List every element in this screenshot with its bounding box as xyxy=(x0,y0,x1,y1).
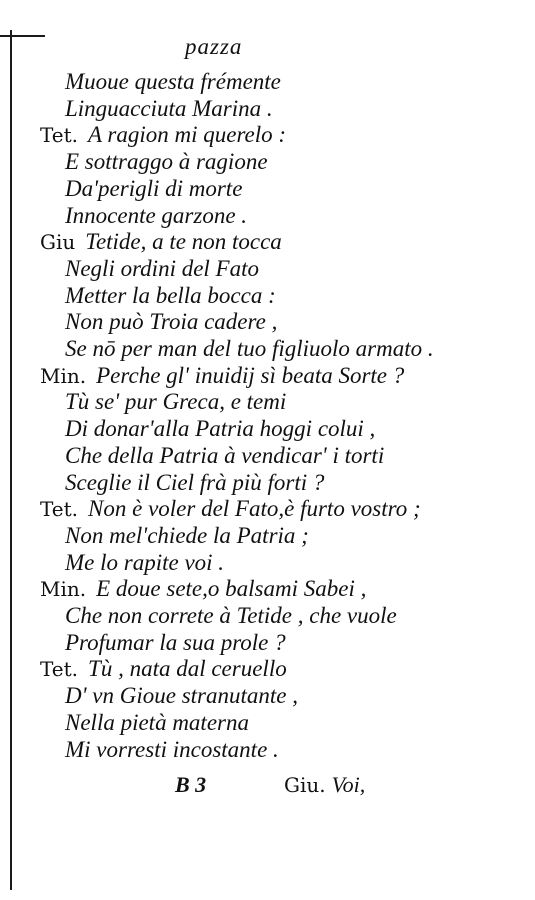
verse-text: Da'perigli di morte xyxy=(65,175,243,201)
verse-text: Non mel'chiede la Patria ; xyxy=(65,522,309,548)
verse-text: Mi vorresti incostante . xyxy=(65,736,279,762)
verse-line xyxy=(65,68,281,95)
verse-line xyxy=(65,442,384,469)
verse-text: Non è voler del Fato,è furto vostro ; xyxy=(88,496,421,522)
verse-line xyxy=(65,282,276,309)
verse-line xyxy=(65,148,268,175)
verse-text: Me lo rapite voi . xyxy=(65,549,225,575)
verse-line xyxy=(65,602,397,629)
verse-text: Che della Patria à vendicar' i torti xyxy=(65,442,385,468)
verse-text: Innocente garzone . xyxy=(65,202,248,228)
verse-text: Se nō per man del tuo figliuolo armato . xyxy=(65,336,434,361)
verse-line xyxy=(65,175,242,202)
speech-line xyxy=(40,228,282,256)
verse-line xyxy=(65,682,298,709)
verse-text: Muoue questa frémente xyxy=(65,69,281,94)
speech-line xyxy=(40,121,286,149)
verse-line xyxy=(65,522,309,549)
verse-text: Metter la bella bocca : xyxy=(65,282,276,308)
verse-text: Tù se' pur Greca, e temi xyxy=(65,389,287,415)
verse-line xyxy=(65,308,277,335)
running-head: pazza xyxy=(185,34,243,59)
verse-line xyxy=(65,202,247,229)
speech-line xyxy=(40,575,366,603)
speaker-name: Tet. xyxy=(40,497,79,522)
verse-line xyxy=(65,549,224,576)
speaker-name: Min. xyxy=(40,577,87,602)
page-edge-rule xyxy=(10,30,12,890)
verse-text: Non può Troia cadere , xyxy=(65,309,278,335)
verse-line xyxy=(65,388,286,415)
speaker-name: Min. xyxy=(40,363,87,388)
verse-text: Sceglie il Ciel frà più forti ? xyxy=(65,469,325,495)
verse-text: Negli ordini del Fato xyxy=(65,255,259,281)
verse-text: Tù , nata dal ceruello xyxy=(88,656,287,682)
speaker-name: Tet. xyxy=(40,657,79,682)
speech-line xyxy=(40,495,421,523)
verse-text: E doue sete,o balsami Sabei , xyxy=(96,576,367,602)
catchword-word: Voi, xyxy=(331,772,366,797)
verse-line xyxy=(65,629,286,656)
verse-text: Linguacciuta Marina . xyxy=(65,95,273,121)
verse-line xyxy=(65,736,279,763)
verse-line xyxy=(65,255,259,282)
catchword xyxy=(284,772,365,798)
speaker-name: Tet. xyxy=(40,123,79,148)
signature-mark: B 3 xyxy=(175,772,207,797)
verse-text: D' vn Gioue stranutante , xyxy=(65,683,298,709)
catchword-speaker: Giu. xyxy=(284,773,326,797)
verse-text: Perche gl' inuidij sì beata Sorte ? xyxy=(96,362,405,388)
verse-text: E sottraggo à ragione xyxy=(65,149,268,175)
verse-line xyxy=(65,415,375,442)
speech-line xyxy=(40,362,404,390)
speech-line xyxy=(40,655,287,683)
verse-line xyxy=(65,469,324,496)
verse-text: Nella pietà materna xyxy=(65,709,249,735)
verse-text: Di donar'alla Patria hoggi colui , xyxy=(65,416,376,442)
verse-text: Tetide, a te non tocca xyxy=(85,229,282,255)
top-margin-mark xyxy=(0,35,45,37)
verse-text: Profumar la sua prole ? xyxy=(65,629,286,655)
verse-line xyxy=(65,335,434,362)
verse-line xyxy=(65,709,249,736)
verse-text: Che non correte à Tetide , che vuole xyxy=(65,603,397,628)
verse-text: A ragion mi querelo : xyxy=(88,122,287,148)
verse-line xyxy=(65,95,273,122)
speaker-name: Giu xyxy=(40,230,76,255)
